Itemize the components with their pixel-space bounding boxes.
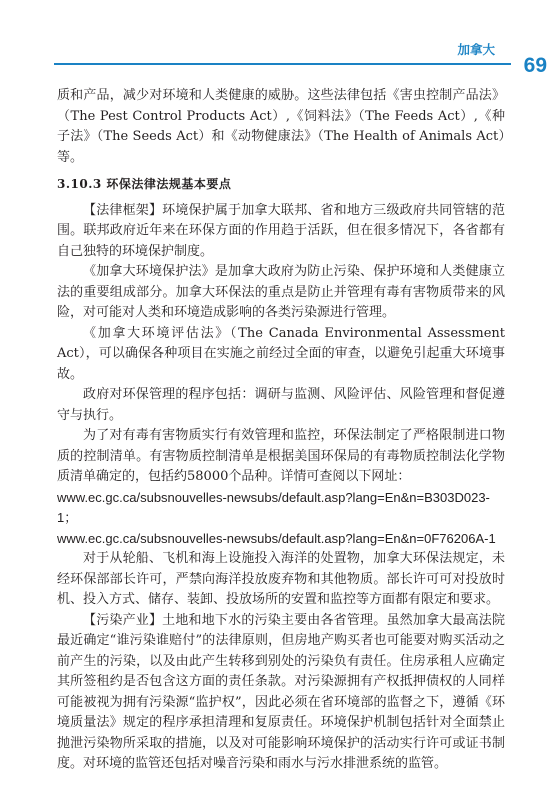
paragraph-management-procedure: 政府对环保管理的程序包括：调研与监测、风险评估、风险管理和督促遵守与执行。 [57, 387, 505, 423]
header-divider [54, 63, 511, 65]
url-link-1[interactable]: www.ec.gc.ca/subsnouvelles-newsubs/default.asp?lang=En&n=B303D023-1； [57, 489, 490, 525]
paragraph-environmental-assessment-act: 《加拿大环境评估法》（The Canada Environmental Assessment Act），可以确保各种项目在实施之前经过全面的审查，以避免引起重大环境事故。 [57, 325, 505, 382]
page-header [0, 0, 559, 80]
page-number: 69 [523, 54, 547, 77]
paragraph-environmental-protection-act: 《加拿大环境保护法》是加拿大政府为防止污染、保护环境和人类健康立法的重要组成部分。加拿大环保法的重点是防止并管理有毒有害物质带来的风险，对可能对人类和环境造成影响的各类污染源进行管理。 [57, 264, 505, 320]
paragraph-legal-framework: 【法律框架】环境保护属于加拿大联邦、省和地方三级政府共同管辖的范围。联邦政府近年来在环保方面的作用趋于活跃，但在很多情况下，各省都有自己独特的环境保护制度。 [57, 202, 505, 259]
paragraph-polluting-industries: 【污染产业】土地和地下水的污染主要由各省管理。虽然加拿大最高法院最近确定“谁污染谁赔付”的法律原则，但房地产购买者也可能要对购买活动之前产生的污染，以及由此产生转移到别处的污染负有责任。住房承租人应确定其所签租约是否包含这方面的责任条款。对污染源拥有产权抵押债权的人同样可能被视为拥有污染源“监护权”，因此必须在省环境部的监督之下，遵循《环境质量法》规定的程序承担清理和复原责任。环境保护机制包括针对全面禁止抛泄污染物所采取的措施，以及对可能影响环境保护的活动实行许可或证书制度。对环境的监管还包括对噪音污染和雨水与污水排泄系统的监管。 [57, 612, 505, 771]
url-link-2[interactable]: www.ec.gc.ca/subsnouvelles-newsubs/default.asp?lang=En&n=0F76206A-1 [57, 530, 496, 546]
paragraph-toxic-substances: 为了对有毒有害物质实行有效管理和监控，环保法制定了严格限制进口物质的控制清单。有害物质控制清单是根据美国环保局的有毒物质控制法化学物质清单确定的，包括约58000个品种。详情可查阅以下网址： [57, 428, 505, 484]
section-label: 加拿大 [457, 43, 495, 57]
paragraph-continued: 质和产品，减少对环境和人类健康的威胁。这些法律包括《害虫控制产品法》（The Pest Control Products Act）,《饲料法》（The Feeds Act）,《种子法》（The Seeds Act）和《动物健康法》（The Health of Animals Act）等。 [57, 88, 505, 165]
paragraph-ocean-disposal: 对于从轮船、飞机和海上设施投入海洋的处置物，加拿大环保法规定，未经环保部部长许可，严禁向海洋投放废弃物和其他物质。部长许可可对投放时机、投入方式、储存、装卸、投放场所的安置和监控等方面都有限定和要求。 [57, 551, 505, 607]
section-heading: 3.10.3 环保法律法规基本要点 [57, 177, 232, 191]
body-text [57, 86, 505, 775]
